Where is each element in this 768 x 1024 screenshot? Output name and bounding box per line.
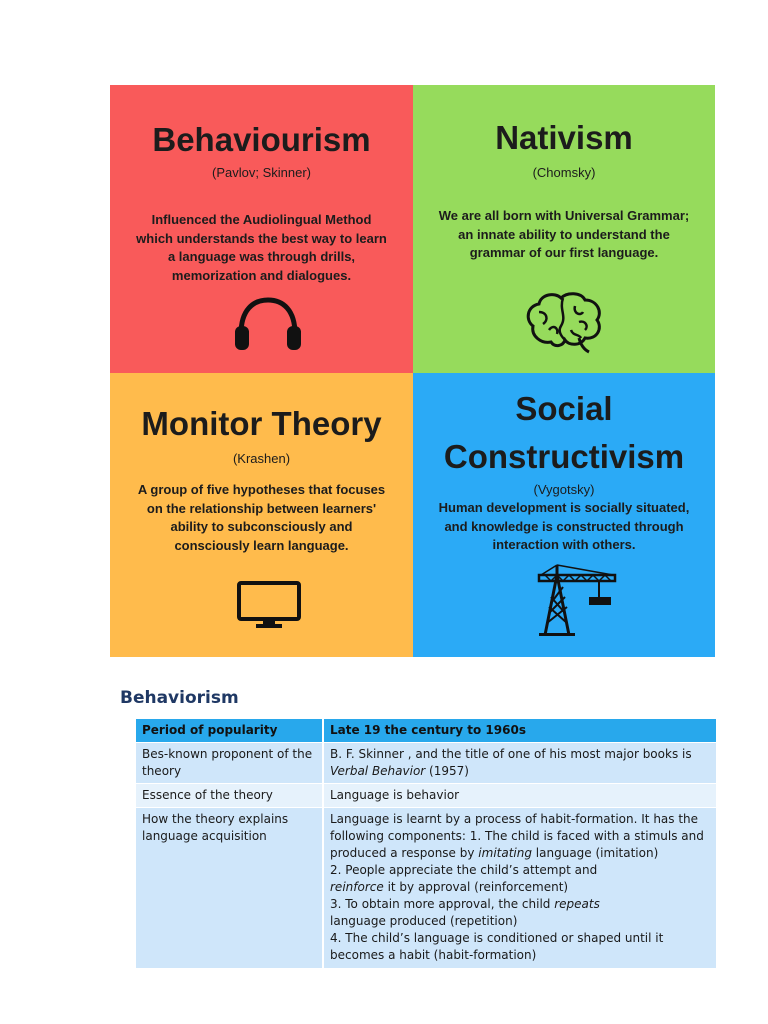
- row-text: 2. People appreciate the child’s attempt and: [330, 863, 598, 877]
- row-text: Language is learnt by a process of habit-formation. It has the following components: 1. The child is faced with a stimuls and produced a response by: [330, 812, 704, 860]
- table-row: [136, 743, 716, 783]
- monitor-icon: [236, 580, 302, 630]
- row-text: language (imitation): [531, 846, 659, 860]
- row-text: language produced (repetition): [330, 914, 518, 928]
- social-constructivism-description: Human development is socially situated, and knowledge is constructed through interaction with others.: [438, 500, 690, 552]
- table-row: [136, 808, 716, 968]
- row-label: Essence of the theory: [136, 784, 324, 807]
- monitor-theory-title: Monitor Theory: [141, 405, 382, 442]
- row-value: Language is behavior: [324, 784, 716, 807]
- nativism-description: We are all born with Universal Grammar; an innate ability to understand the grammar of our first language.: [438, 208, 690, 260]
- row-value: [324, 743, 716, 783]
- social-constructivism-title: [413, 385, 715, 481]
- row-text: (1957): [425, 764, 469, 778]
- behaviourism-panel: [110, 85, 413, 373]
- row-text: 4. The child’s language is conditioned or shaped until it becomes a habit (habit-formation): [330, 931, 664, 962]
- row-text: B. F. Skinner , and the title of one of his most major books is: [330, 747, 692, 761]
- nativism-panel: [413, 85, 715, 373]
- row-text: it by approval (reinforcement): [383, 880, 569, 894]
- row-text: 3. To obtain more approval, the child: [330, 897, 555, 911]
- crane-icon: [537, 557, 617, 637]
- behaviourism-proponents: (Pavlov; Skinner): [212, 165, 311, 180]
- social-constructivism-panel: [413, 373, 715, 657]
- title-line-2: Constructivism: [443, 438, 685, 475]
- nativism-proponents: (Chomsky): [532, 165, 596, 180]
- social-constructivism-proponents: (Vygotsky): [533, 482, 595, 497]
- monitor-theory-proponents: (Krashen): [232, 451, 291, 466]
- section-title: Behaviorism: [120, 688, 239, 708]
- row-label: Bes-known proponent of the theory: [136, 743, 324, 783]
- behaviourism-title: Behaviourism: [152, 121, 371, 158]
- table-header-value: Late 19 the century to 1960s: [324, 719, 716, 742]
- table-header-row: [136, 719, 716, 742]
- title-line-1: Social: [515, 390, 613, 427]
- theories-infographic: [110, 85, 715, 657]
- brain-icon: [523, 290, 605, 354]
- monitor-theory-panel: [110, 373, 413, 657]
- book-title: Verbal Behavior: [330, 764, 426, 778]
- table-row: [136, 784, 716, 807]
- nativism-title: Nativism: [495, 119, 633, 156]
- behaviourism-description: Influenced the Audiolingual Method which understands the best way to learn a language was through drills, memorization and dialogues.: [136, 212, 387, 283]
- row-value: [324, 808, 716, 968]
- emphasis-text: repeats: [554, 897, 600, 911]
- emphasis-text: reinforce: [330, 880, 384, 894]
- table-header-label: Period of popularity: [136, 719, 324, 742]
- monitor-theory-description: A group of five hypotheses that focuses on the relationship between learners' ability to subconsciously and consciously learn language.: [137, 482, 386, 553]
- headphones-icon: [233, 296, 303, 352]
- behaviorism-table: [136, 718, 716, 969]
- row-label: How the theory explains language acquisition: [136, 808, 324, 968]
- emphasis-text: imitating: [478, 846, 532, 860]
